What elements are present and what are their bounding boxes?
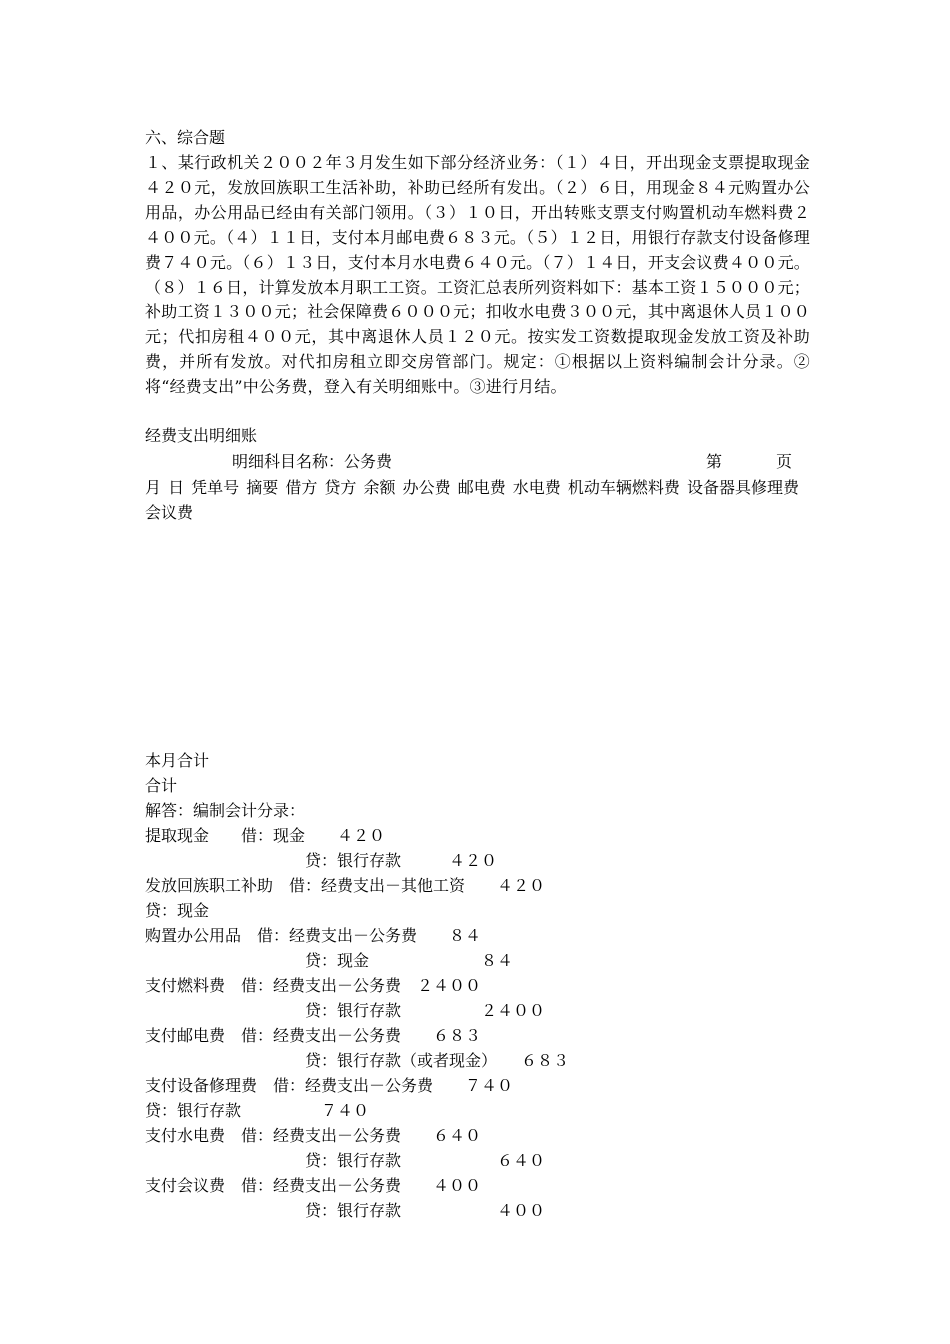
journal-line: 贷：银行存款（或者现金） ６８３ bbox=[145, 1051, 570, 1070]
journal-line: 贷：银行存款 ７４０ bbox=[145, 1101, 370, 1120]
ledger-title: 经费支出明细账 bbox=[145, 426, 258, 445]
journal-line: 贷：现金 ８４ bbox=[145, 951, 514, 970]
journal-line: 贷：银行存款 ４００ bbox=[145, 1201, 546, 1220]
journal-line: 贷：现金 bbox=[145, 901, 210, 920]
journal-line: 支付水电费 借：经费支出－公务费 ６４０ bbox=[145, 1126, 482, 1145]
journal-line: 支付会议费 借：经费支出－公务费 ４００ bbox=[145, 1176, 482, 1195]
section-title: 六、综合题 bbox=[145, 128, 226, 147]
journal-line: 支付燃料费 借：经费支出－公务费 ２４００ bbox=[145, 976, 482, 995]
ledger-total: 合计 bbox=[145, 776, 178, 795]
journal-line: 购置办公用品 借：经费支出－公务费 ８４ bbox=[145, 926, 482, 945]
answer-heading: 解答：编制会计分录： bbox=[145, 801, 306, 820]
ledger-month-total: 本月合计 bbox=[145, 751, 210, 770]
journal-line: 发放回族职工补助 借：经费支出－其他工资 ４２０ bbox=[145, 876, 546, 895]
problem-text: １、某行政机关２００２年３月发生如下部分经济业务：（１）４日，开出现金支票提取现金４２０元，发放回族职工生活补助，补助已经所有发出。（２）６日，用现金８４元购置办公用品，办公用品已经由有关部门领用。（３）１０日，开出转账支票支付购置机动车燃料费２４００元。（４）１１日，支付本月邮电费６８３元。（５）１２日，用银行存款支付设备修理费７４０元。（６）１３日，支付本月水电费６４０元。（７）１４日，开支会议费４００元。（８）１６日，计算发放本月职工工资。工资汇总表所列资料如下：基本工资１５０００元；补助工资１３００元；社会保障费６０００元；扣收水电费３００元，其中离退休人员１００元；代扣房租４００元，其中离退休人员１２０元。按实发工资数提取现金发放工资及补助费，并所有发放。对代扣房租立即交房管部门。规定：①根据以上资料编制会计分录。②将“经费支出”中公务费，登入有关明细账中。③进行月结。 bbox=[145, 153, 810, 397]
ledger-column-headers: 月 日 凭单号 摘要 借方 贷方 余额 办公费 邮电费 水电费 机动车辆燃料费 设备器具修理费 会议费 bbox=[145, 478, 799, 522]
journal-line: 贷：银行存款 ２４００ bbox=[145, 1001, 546, 1020]
journal-line: 提取现金 借：现金 ４２０ bbox=[145, 826, 386, 845]
journal-line: 贷：银行存款 ６４０ bbox=[145, 1151, 546, 1170]
ledger-page-label-1: 第 bbox=[706, 452, 723, 471]
ledger-subject-label: 明细科目名称：公务费 bbox=[232, 452, 393, 471]
journal-line: 支付设备修理费 借：经费支出－公务费 ７４０ bbox=[145, 1076, 514, 1095]
journal-line: 贷：银行存款 ４２０ bbox=[145, 851, 498, 870]
ledger-page-label-2: 页 bbox=[776, 452, 793, 471]
journal-line: 支付邮电费 借：经费支出－公务费 ６８３ bbox=[145, 1026, 482, 1045]
